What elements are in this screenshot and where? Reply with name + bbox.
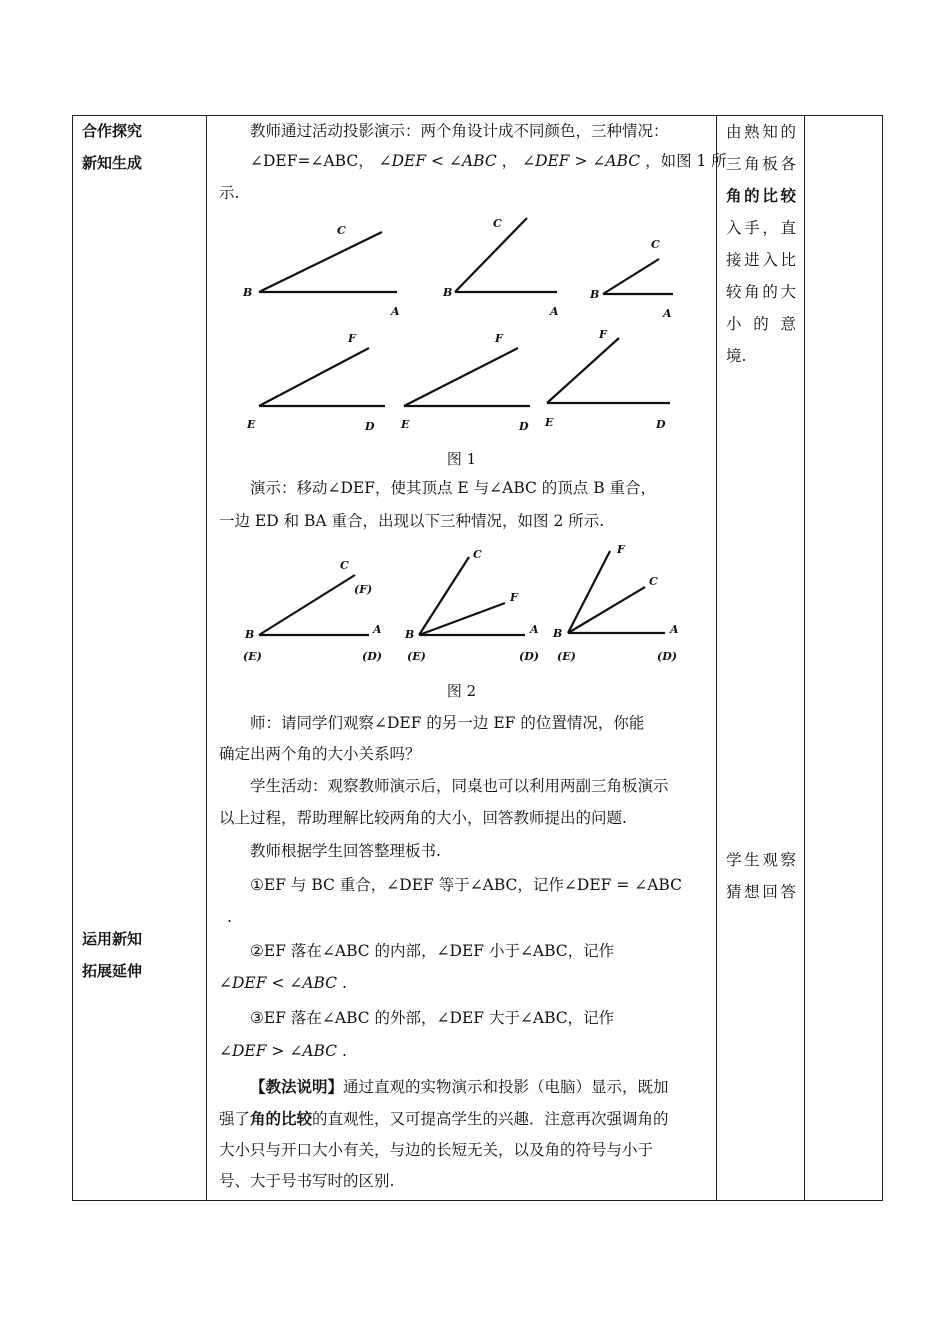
note-line: 入手，直 bbox=[726, 219, 796, 237]
label-c: C bbox=[651, 238, 660, 251]
method-text: 通过直观的实物演示和投影（电脑）显示，既加 bbox=[343, 1078, 669, 1096]
stage-label-apply bbox=[82, 924, 142, 986]
student-note: 学生观察 bbox=[726, 851, 796, 869]
method-note-3: 大小只与开口大小有关，与边的长短无关，以及角的符号与小于 bbox=[219, 1141, 654, 1159]
note-keyword: 角的比较 bbox=[726, 187, 796, 205]
note-line: 三角板各 bbox=[726, 155, 796, 173]
relation-less: ∠DEF < ∠ABC bbox=[378, 152, 497, 170]
paragraph-demo-2: 一边 ED 和 BA 重合，出现以下三种情况，如图 2 所示. bbox=[219, 512, 605, 530]
label-e: E bbox=[247, 418, 256, 431]
paragraph-board: 教师根据学生回答整理板书. bbox=[250, 842, 441, 860]
label-a: A bbox=[391, 305, 400, 318]
method-note-1 bbox=[219, 1072, 704, 1102]
label-e-paren: (E) bbox=[407, 650, 426, 663]
label-d-paren: (D) bbox=[657, 650, 677, 663]
label-f: F bbox=[495, 332, 503, 345]
label-a: A bbox=[670, 623, 679, 636]
label-e-paren: (E) bbox=[557, 650, 576, 663]
label-f: F bbox=[348, 332, 356, 345]
label-b: B bbox=[443, 286, 453, 299]
label-a: A bbox=[530, 623, 539, 636]
label-f-paren: (F) bbox=[354, 583, 373, 596]
method-text: 的直观性，又可提高学生的兴趣．注意再次强调角的 bbox=[312, 1110, 669, 1128]
case-3-formula: ∠DEF > ∠ABC . bbox=[219, 1042, 347, 1060]
label-b: B bbox=[590, 288, 600, 301]
stage-label-explore bbox=[82, 116, 142, 178]
case-2: ②EF 落在∠ABC 的内部，∠DEF 小于∠ABC，记作 bbox=[250, 942, 615, 960]
label-c: C bbox=[493, 217, 502, 230]
label-d-paren: (D) bbox=[519, 650, 539, 663]
note-line: 境. bbox=[726, 347, 747, 365]
case-1-end: . bbox=[227, 908, 232, 926]
method-text: 强了 bbox=[219, 1110, 251, 1128]
paragraph-teacher-2: 确定出两个角的大小关系吗？ bbox=[219, 745, 421, 763]
method-keyword: 角的比较 bbox=[250, 1110, 313, 1128]
lesson-table bbox=[72, 115, 883, 1201]
label-b: B bbox=[553, 627, 563, 640]
label-e: E bbox=[545, 416, 554, 429]
figure-ref: ，如图 1 所 bbox=[645, 152, 727, 170]
label-d-paren: (D) bbox=[362, 650, 382, 663]
stage-line: 拓展延伸 bbox=[82, 962, 143, 980]
intent-cell bbox=[717, 116, 805, 1201]
label-c: C bbox=[649, 575, 658, 588]
method-tag: 【教法说明】 bbox=[250, 1078, 344, 1096]
label-a: A bbox=[550, 305, 559, 318]
label-f: F bbox=[617, 543, 625, 556]
label-c: C bbox=[473, 548, 482, 561]
stage-cell bbox=[73, 116, 207, 1201]
student-note: 猜想回答 bbox=[726, 883, 796, 901]
paragraph-demo-1: 演示：移动∠DEF，使其顶点 E 与∠ABC 的顶点 B 重合， bbox=[250, 479, 657, 497]
label-f: F bbox=[510, 591, 518, 604]
label-b: B bbox=[245, 628, 255, 641]
note-line: 小的意 bbox=[726, 315, 796, 333]
paragraph-student-1: 学生活动：观察教师演示后，同桌也可以利用两副三角板演示 bbox=[250, 777, 669, 795]
paragraph-teacher-1: 师：请同学们观察∠DEF 的另一边 EF 的位置情况，你能 bbox=[250, 714, 645, 732]
label-e-paren: (E) bbox=[243, 650, 262, 663]
note-line: 接进入比 bbox=[726, 251, 796, 269]
relation-greater: ∠DEF > ∠ABC bbox=[522, 152, 641, 170]
relation-equal: ∠DEF=∠ABC， bbox=[250, 152, 374, 170]
label-c: C bbox=[337, 224, 346, 237]
paragraph-end: 示. bbox=[219, 184, 240, 202]
note-line-keyword bbox=[726, 180, 796, 212]
case-1: ①EF 与 BC 重合，∠DEF 等于∠ABC，记作∠DEF = ∠ABC bbox=[250, 876, 682, 894]
label-e: E bbox=[401, 418, 410, 431]
label-c: C bbox=[340, 559, 349, 572]
empty-cell bbox=[805, 116, 883, 1201]
note-line: 较角的大 bbox=[726, 283, 796, 301]
case-2-formula: ∠DEF < ∠ABC . bbox=[219, 974, 347, 992]
stage-line: 新知生成 bbox=[82, 154, 143, 172]
label-a: A bbox=[663, 307, 672, 320]
content-cell bbox=[207, 116, 727, 1201]
figure-2 bbox=[207, 541, 716, 681]
method-note-4: 号、大于号书写时的区别. bbox=[219, 1172, 395, 1190]
note-line: 由熟知的 bbox=[726, 123, 796, 141]
label-d: D bbox=[656, 418, 666, 431]
figure-2-caption: 图 2 bbox=[446, 682, 477, 700]
method-note-2 bbox=[219, 1104, 704, 1134]
table-row bbox=[73, 116, 883, 1201]
paragraph-student-2: 以上过程，帮助理解比较两角的大小，回答教师提出的问题. bbox=[219, 809, 627, 827]
label-d: D bbox=[365, 420, 375, 433]
case-3: ③EF 落在∠ABC 的外部，∠DEF 大于∠ABC，记作 bbox=[250, 1009, 615, 1027]
label-d: D bbox=[519, 420, 529, 433]
label-a: A bbox=[373, 623, 382, 636]
figure-1-caption: 图 1 bbox=[446, 450, 477, 468]
angle-relations bbox=[219, 146, 727, 176]
stage-line: 运用新知 bbox=[82, 930, 143, 948]
label-f: F bbox=[599, 328, 607, 341]
stage-line: 合作探究 bbox=[82, 122, 143, 140]
label-b: B bbox=[405, 628, 415, 641]
figure-1 bbox=[207, 212, 716, 452]
paragraph-intro: 教师通过活动投影演示：两个角设计成不同颜色，三种情况： bbox=[250, 122, 669, 140]
comma: ， bbox=[501, 152, 518, 170]
label-b: B bbox=[243, 286, 253, 299]
